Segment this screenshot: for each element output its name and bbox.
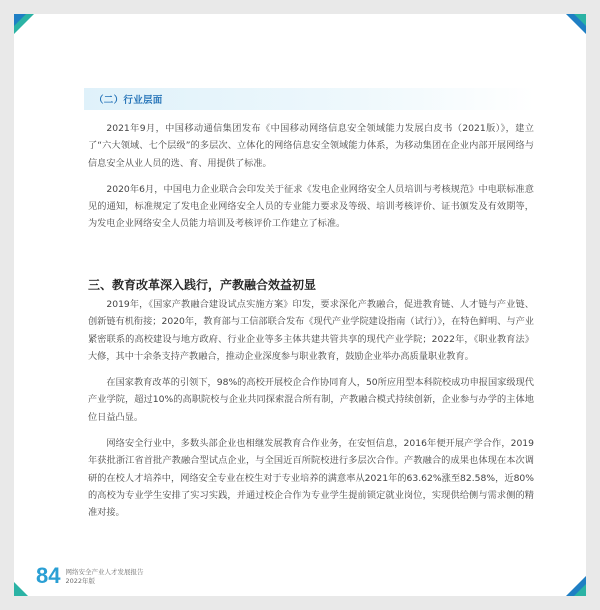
report-year: 2022年版 (65, 577, 96, 585)
corner-decoration-top-left-inner (14, 14, 26, 26)
report-title: 网络安全产业人才发展报告 (65, 568, 144, 576)
paragraph: 2020年6月，中国电力企业联合会印发关于征求《发电企业网络安全人员培训与考核规范》中电联标准意见的通知，标准规定了发电企业网络安全人员的专业能力要求及等级、培训考核评价、证书颁发及有效期等，为发电企业网络安全人员能力培训及考核评价工作建立了标准。 (88, 183, 534, 230)
subsection-body (88, 120, 534, 233)
document-page (14, 14, 586, 596)
section-title: 三、教育改革深入践行，产教融合效益初显 (88, 278, 317, 292)
paragraph: 2021年9月，中国移动通信集团发布《中国移动网络信息安全领域能力发展白皮书（2021版）》，建立了“六大领域、七个层级”的多层次、立体化的网络信息安全领域能力体系，为移动集团在企业内部开展网络与信息安全从业人员的选、育、用提供了标准。 (88, 123, 534, 169)
subsection-heading: （二）行业层面 (94, 95, 163, 106)
report-info (65, 568, 143, 586)
corner-decoration-bottom-right-inner (574, 584, 586, 596)
page-number: 84 (36, 563, 61, 588)
corner-decoration-top-right-inner (574, 14, 586, 26)
subsection-heading-bar (84, 88, 534, 110)
section-body (88, 296, 534, 522)
paragraph: 在国家教育改革的引领下，98%的高校开展校企合作协同育人，50所应用型本科院校成功申报国家级现代产业学院，超过10%的高职院校与企业共同探索混合所有制，产教融合模式持续创新，企业参与办学的主体地位日益凸显。 (88, 377, 534, 423)
paragraph: 2019年，《国家产教融合建设试点实施方案》印发，要求深化产教融合，促进教育链、人才链与产业链、创新链有机衔接；2020年，教育部与工信部联合发布《现代产业学院建设指南（试行）》，在特色鲜明、与产业紧密联系的高校建设与地方政府、行业企业等多主体共建共管共享的现代产业学院；2022年，《职业教育法》大修，其中十余条支持产教融合，推动企业深度参与职业教育，鼓励企业举办高质量职业教育。 (88, 299, 534, 362)
paragraph: 网络安全行业中，多数头部企业也相继发展教育合作业务，在安恒信息，2016年便开展产学合作，2019年获批浙江省首批产教融合型试点企业，与全国近百所院校进行多层次合作。产教融合的成果也体现在本次调研的在校人才培养中，网络安全专业在校生对于专业培养的满意率从2021年的63.62%涨至82.58%，近80%的高校为专业学生安排了实习实践，并通过校企合作为专业学生提前锁定就业岗位，实现供给侧与需求侧的精准对接。 (88, 438, 534, 519)
page-footer (36, 563, 144, 588)
corner-decoration-bottom-left (14, 582, 28, 596)
